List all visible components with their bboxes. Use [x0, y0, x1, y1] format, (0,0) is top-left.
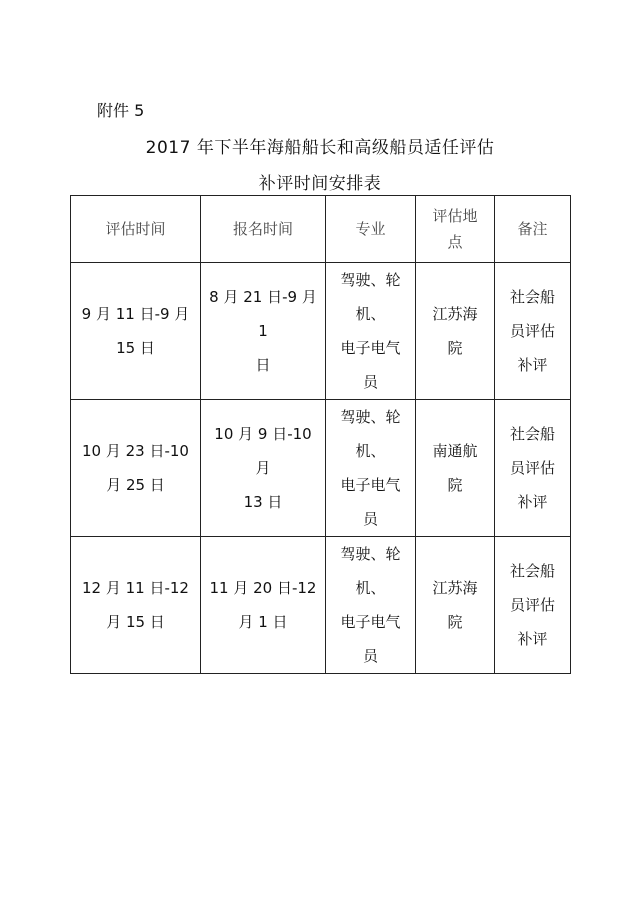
cell-line: 员	[362, 647, 378, 665]
header-location-line: 评估地	[432, 207, 478, 225]
attachment-label: 附件 5	[97, 101, 145, 120]
cell-note	[495, 537, 571, 674]
cell-line: 员评估	[509, 596, 555, 614]
header-eval-time: 评估时间	[71, 196, 201, 263]
cell-line: 月 15 日	[106, 613, 165, 631]
cell-location	[416, 537, 495, 674]
cell-line: 机、	[355, 579, 386, 597]
cell-line: 电子电气	[340, 339, 401, 357]
cell-line: 电子电气	[340, 476, 401, 494]
document-title: 2017 年下半年海船船长和高级船员适任评估	[145, 138, 495, 158]
header-major: 专业	[326, 196, 416, 263]
cell-note	[495, 263, 571, 400]
cell-line: 江苏海	[432, 305, 478, 323]
cell-line: 驾驶、轮	[340, 408, 401, 426]
cell-line: 补评	[517, 356, 548, 374]
cell-line: 月 25 日	[106, 476, 165, 494]
cell-eval-time	[71, 537, 201, 674]
header-location-line: 点	[447, 233, 463, 251]
cell-reg-time	[201, 537, 326, 674]
cell-location	[416, 400, 495, 537]
table-header-row	[71, 196, 571, 263]
cell-line: 12 月 11 日-12	[82, 579, 189, 597]
cell-line: 南通航	[432, 442, 478, 460]
cell-eval-time	[71, 263, 201, 400]
cell-line: 补评	[517, 630, 548, 648]
cell-line: 月 1 日	[238, 613, 288, 631]
cell-reg-time	[201, 263, 326, 400]
cell-major	[326, 263, 416, 400]
cell-line: 社会船	[509, 562, 555, 580]
header-note: 备注	[495, 196, 571, 263]
cell-line: 社会船	[509, 425, 555, 443]
header-reg-time: 报名时间	[201, 196, 326, 263]
table-row	[71, 263, 571, 400]
cell-eval-time	[71, 400, 201, 537]
table-row	[71, 400, 571, 537]
cell-note	[495, 400, 571, 537]
cell-line: 补评	[517, 493, 548, 511]
document-subtitle: 补评时间安排表	[258, 174, 382, 194]
cell-location	[416, 263, 495, 400]
cell-line: 院	[447, 613, 463, 631]
cell-line: 院	[447, 339, 463, 357]
table-row	[71, 537, 571, 674]
cell-line: 驾驶、轮	[340, 545, 401, 563]
cell-line: 13 日	[243, 493, 283, 511]
header-location	[416, 196, 495, 263]
cell-line: 机、	[355, 305, 386, 323]
cell-reg-time	[201, 400, 326, 537]
cell-line: 11 月 20 日-12	[209, 579, 317, 597]
schedule-table	[70, 195, 571, 674]
cell-line: 9 月 11 日-9 月	[81, 305, 190, 323]
cell-line: 机、	[355, 442, 386, 460]
cell-major	[326, 400, 416, 537]
cell-line: 江苏海	[432, 579, 478, 597]
cell-line: 员	[362, 373, 378, 391]
cell-line: 8 月 21 日-9 月 1	[209, 288, 317, 340]
cell-line: 驾驶、轮	[340, 271, 401, 289]
cell-line: 社会船	[509, 288, 555, 306]
cell-line: 员评估	[509, 459, 555, 477]
cell-line: 电子电气	[340, 613, 401, 631]
cell-line: 员评估	[509, 322, 555, 340]
cell-line: 10 月 23 日-10	[82, 442, 189, 460]
cell-line: 员	[362, 510, 378, 528]
cell-major	[326, 537, 416, 674]
cell-line: 院	[447, 476, 463, 494]
cell-line: 15 日	[116, 339, 155, 357]
cell-line: 10 月 9 日-10 月	[214, 425, 312, 477]
cell-line: 日	[255, 356, 271, 374]
